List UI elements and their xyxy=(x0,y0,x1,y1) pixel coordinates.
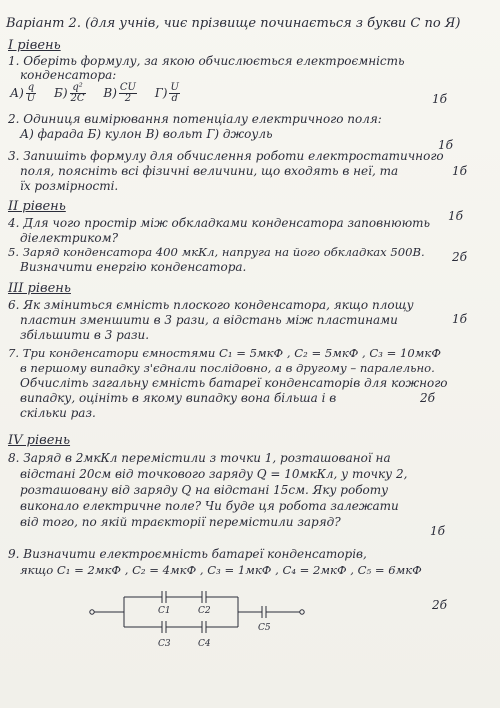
q8-line4: виконало електричне поле? Чи буде ця робота залежати xyxy=(20,499,399,513)
q2-points: 1б xyxy=(438,138,453,152)
c2-label: C2 xyxy=(198,606,211,616)
right-terminal xyxy=(300,610,304,614)
q1-option-a: А) $\frac{q}{U}$ xyxy=(10,82,36,104)
q1-line1: 1. Оберіть формулу, за якою обчислюється електроємність xyxy=(8,54,405,68)
c5-label: C5 xyxy=(258,623,271,633)
q6-line3: збільшити в 3 рази. xyxy=(20,328,150,342)
q7-line1: 7. Три конденсатори ємностями C₁ = 5мкФ , C₂ = 5мкФ , C₃ = 10мкФ xyxy=(8,346,441,360)
q7-line4: випадку, оцініть в якому випадку вона більша і в xyxy=(20,391,337,405)
q1-options xyxy=(10,82,500,104)
c1-label: C1 xyxy=(158,606,171,616)
q8-line1: 8. Заряд в 2мкКл перемістили з точки 1, розташованої на xyxy=(8,451,391,465)
c4-label: C4 xyxy=(198,639,211,649)
q8-points: 1б xyxy=(430,524,445,538)
level1-heading: І рівень xyxy=(8,38,61,53)
q7-line2: в першому випадку з'єднали послідовно, а в другому – паралельно. xyxy=(20,361,435,375)
q1-option-c: В) $\frac{CU}{2}$ xyxy=(103,82,136,104)
q9-points: 2б xyxy=(432,598,447,612)
q5-line2: Визначити енергію конденсатора. xyxy=(20,260,247,274)
capacitor-circuit-diagram xyxy=(80,582,340,652)
q1-line2: конденсатора: xyxy=(20,68,117,82)
q7-line5: скільки раз. xyxy=(20,406,96,420)
q2-options: А) фарада Б) кулон В) вольт Г) джоуль xyxy=(20,127,273,141)
q6-line1: 6. Як зміниться ємність плоского конденсатора, якщо площу xyxy=(8,298,414,312)
variant-title: Варіант 2. (для учнів, чиє прізвище починається з букви С по Я) xyxy=(6,16,461,31)
q8-line2: відстані 20см від точкового заряду Q = 10мкКл, у точку 2, xyxy=(20,467,408,481)
level2-heading: ІІ рівень xyxy=(8,199,66,214)
q7-line3: Обчисліть загальну ємність батареї конденсаторів для кожного xyxy=(20,376,448,390)
q4-line2: діелектриком? xyxy=(20,231,119,245)
q1-option-d: Г) $\frac{U}{d}$ xyxy=(154,82,179,104)
q9-line2: якщо C₁ = 2мкФ , C₂ = 4мкФ , C₃ = 1мкФ , C₄ = 2мкФ , C₅ = 6мкФ xyxy=(20,563,422,577)
q2-line1: 2. Одиниця вимірювання потенціалу електричного поля: xyxy=(8,112,382,126)
q5-line1: 5. Заряд конденсатора 400 мкКл, напруга на його обкладках 500В. xyxy=(8,245,425,259)
q6-points: 1б xyxy=(452,312,467,326)
level4-heading: IV рівень xyxy=(8,433,71,448)
q3-line1: 3. Запишіть формулу для обчислення роботи електростатичного xyxy=(8,149,444,163)
q1-points: 1б xyxy=(432,92,447,106)
q8-line3: розташовану від заряду Q на відстані 15см. Яку роботу xyxy=(20,483,389,497)
q1-option-b: Б) $\frac{\text{q²}}{2C}$ xyxy=(54,82,85,104)
left-terminal xyxy=(90,610,94,614)
c3-label: C3 xyxy=(158,639,171,649)
q4-line1: 4. Для чого простір між обкладками конденсатора заповнюють xyxy=(8,216,431,230)
q5-points: 2б xyxy=(452,250,467,264)
q3-line2: поля, поясніть всі фізичні величини, що входять в неї, та xyxy=(20,164,399,178)
q9-line1: 9. Визначити електроємність батареї конденсаторів, xyxy=(8,547,367,561)
q7-points: 2б xyxy=(420,391,435,405)
q3-line3: їх розмірності. xyxy=(20,179,119,193)
q8-line5: від того, по якій траєкторії перемістили заряд? xyxy=(20,515,341,529)
q4-points: 1б xyxy=(448,209,463,223)
q6-line2: пластин зменшити в 3 рази, а відстань між пластинами xyxy=(20,313,398,327)
level3-heading: ІІІ рівень xyxy=(8,281,71,296)
q3-points: 1б xyxy=(452,164,467,178)
